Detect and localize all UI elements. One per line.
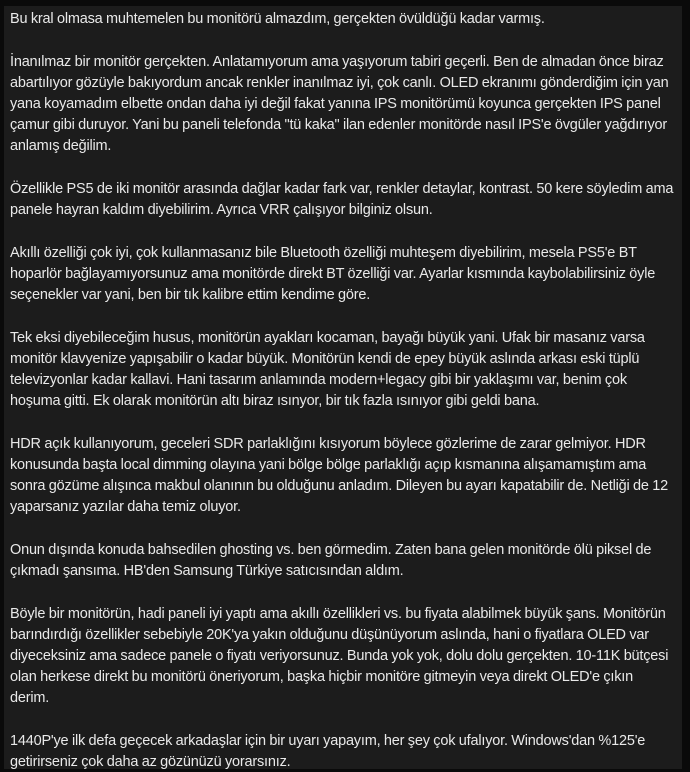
review-paragraph: Böyle bir monitörün, hadi paneli iyi yaptı ama akıllı özellikleri vs. bu fiyata alabilmek büyük şans. Monitörün barındırdığı özellikler sebebiyle 20K'ya yakın olduğunu düşünüyorum aslında, hani o fiyatlara OLED var diyeceksiniz ama sadece panele o fiyatı veriyorsunuz. Bunda yok yok, dolu dolu gerçekten. 10-11K bütçesi olan herkese direkt bu monitörü öneriyorum, başka hiçbir monitöre gitmeyin veya direkt OLED'e çıkın derim. <box>10 606 669 706</box>
review-paragraph: İnanılmaz bir monitör gerçekten. Anlatamıyorum ama yaşıyorum tabiri geçerli. Ben de almadan önce biraz abartılıyor gözüyle bakıyordum ancak renkler inanılmaz iyi, çok canlı. OLED ekranımı gönderdiğim için yan yana koyamadım elbette ondan daha iyi değil fakat yanına IPS monitörümü koyunca gerçekten IPS panel çamur gibi duruyor. Yani bu paneli telefonda "tü kaka" ilan edenler monitörde nasıl IPS'e övgüler yağdırıyor anlamış değilim. <box>10 54 669 154</box>
review-paragraph: HDR açık kullanıyorum, geceleri SDR parlaklığını kısıyorum böylece gözlerime de zarar gelmiyor. HDR konusunda başta local dimming olayına yani bölge bölge parlaklığı açıp kısmanına alışamamıştım ama sonra gözüme alışınca makbul olanının bu olduğunu anladım. Dileyen bu ayarı kapatabilir de. Netliği de 12 yaparsanız yazılar daha temiz oluyor. <box>10 436 669 515</box>
review-paragraph: Akıllı özelliği çok iyi, çok kullanmasanız bile Bluetooth özelliği muhteşem diyebilirim, mesela PS5'e BT hoparlör bağlayamıyorsunuz ama monitörde direkt BT özelliği var. Ayarlar kısmında kaybolabilirsiniz öyle seçenekler var yani, ben bir tık kalibre ettim kendime göre. <box>10 245 656 303</box>
review-paragraph: Tek eksi diyebileceğim husus, monitörün ayakları kocaman, bayağı büyük yani. Ufak bir masanız varsa monitör klavyenize yapışabilir o kadar büyük. Monitörün kendi de epey büyük aslında arkası eski tüplü televizyonlar kadar kallavi. Hani tasarım anlamında modern+legacy gibi bir yaklaşımı var, benim çok hoşuma gitti. Ek olarak monitörün altı biraz ısınyor, bir tık fazla ısınıyor gibi geldi bana. <box>10 330 645 409</box>
review-paragraph: Özellikle PS5 de iki monitör arasında dağlar kadar fark var, renkler detaylar, kontrast. 50 kere söyledim ama panele hayran kaldım diyebilirim. Ayrıca VRR çalışıyor bilginiz olsun. <box>10 181 674 218</box>
review-paragraph: 1440P'ye ilk defa geçecek arkadaşlar için bir uyarı yapayım, her şey çok ufalıyor. Windows'dan %125'e getirirseniz çok daha az gözünüzü yorarsınız. <box>10 733 646 769</box>
review-paragraph: Bu kral olmasa muhtemelen bu monitörü almazdım, gerçekten övüldüğü kadar varmış. <box>10 11 545 27</box>
review-paragraph: Onun dışında konuda bahsedilen ghosting vs. ben görmedim. Zaten bana gelen monitörde ölü piksel de çıkmadı şansıma. HB'den Samsung Türkiye satıcısından aldım. <box>10 542 652 579</box>
review-post-body <box>4 6 682 769</box>
